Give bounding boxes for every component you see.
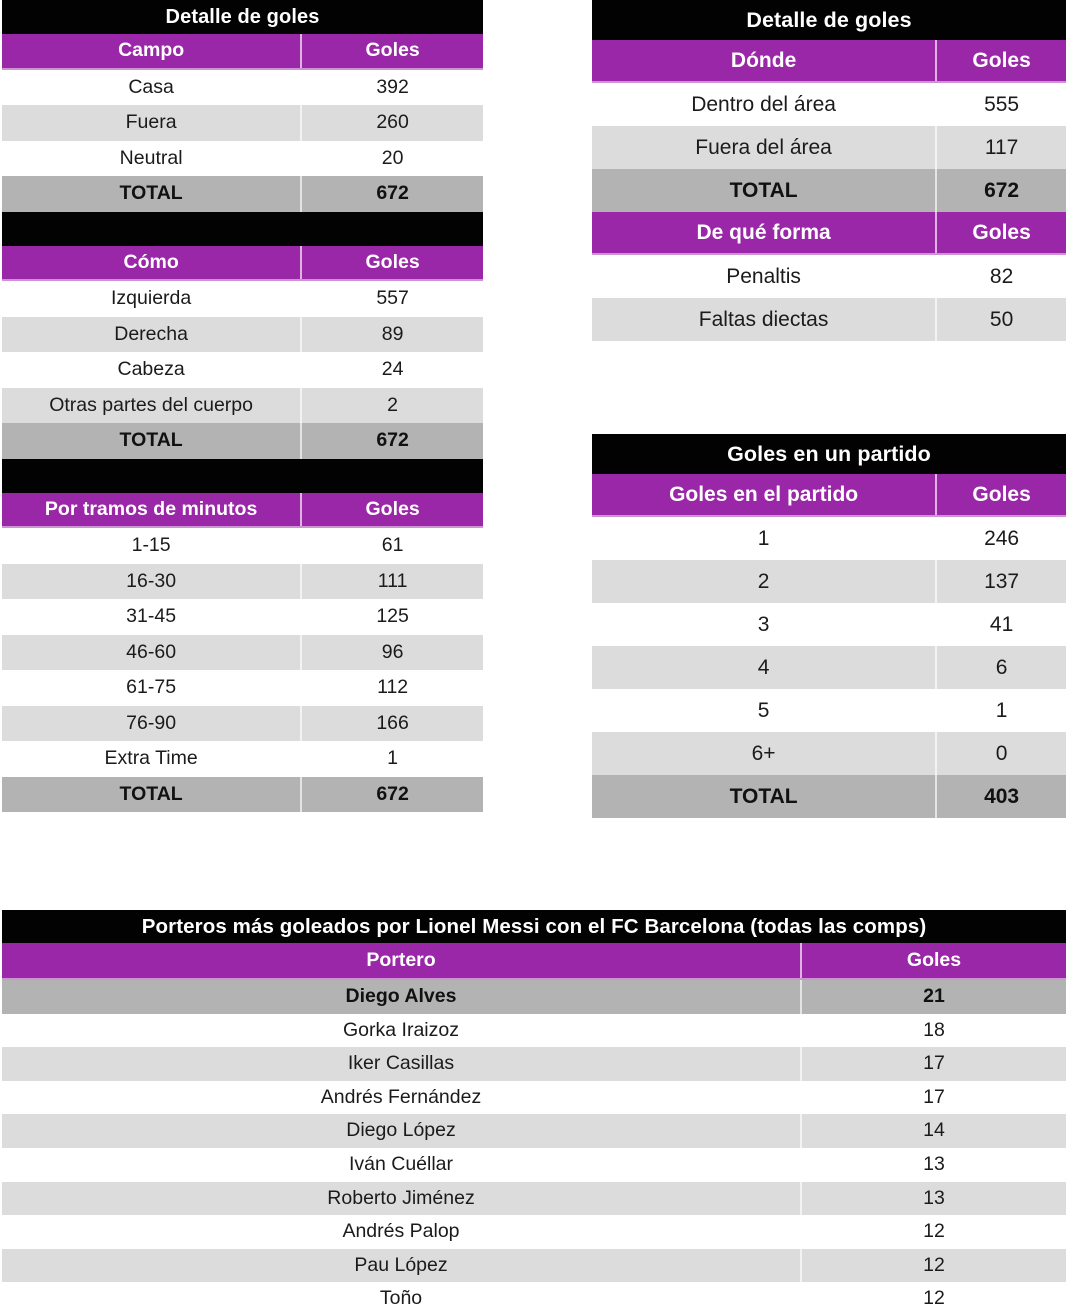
row-label: Diego López [346, 1119, 456, 1142]
row-label: 3 [757, 612, 770, 636]
row-value: 117 [935, 126, 1066, 169]
column-header-row [592, 40, 1066, 83]
row-label: Izquierda [111, 287, 192, 310]
row-label: Cabeza [117, 358, 185, 381]
row-label: Derecha [114, 322, 188, 345]
row-label: TOTAL [119, 782, 183, 805]
row-label: Iván Cuéllar [348, 1153, 454, 1176]
como-table [2, 246, 483, 459]
row-label: Fuera [125, 111, 177, 134]
table-row [2, 1215, 1066, 1249]
table-title-bar: Porteros más goleados por Lionel Messi con el FC Barcelona (todas las comps) [2, 910, 1066, 943]
row-label: 46-60 [126, 640, 177, 663]
row-value: 555 [935, 83, 1066, 126]
column-header: Dónde [730, 48, 797, 72]
row-value: 50 [935, 298, 1066, 341]
column-header: Goles [800, 943, 1066, 978]
table-row [592, 646, 1066, 689]
column-header: Goles [300, 493, 483, 527]
row-label: Andrés Fernández [320, 1085, 482, 1108]
row-label: 61-75 [126, 676, 177, 699]
row-value: 14 [800, 1114, 1066, 1148]
row-value: 557 [300, 281, 483, 317]
table-row [2, 741, 483, 777]
row-value: 20 [300, 141, 483, 177]
table-row [2, 388, 483, 424]
row-label: 2 [757, 569, 770, 593]
column-header-row [592, 212, 1066, 255]
goalkeepers-table [2, 910, 1066, 1316]
row-label: 4 [757, 655, 770, 679]
table-row [2, 352, 483, 388]
row-label: Toño [379, 1287, 423, 1310]
row-label: TOTAL [119, 182, 183, 205]
minutos-table [2, 493, 483, 813]
row-value: 166 [300, 706, 483, 742]
column-header-row [592, 474, 1066, 517]
table-row [2, 1047, 1066, 1081]
table-row [2, 317, 483, 353]
table-row [2, 105, 483, 141]
table-row [2, 141, 483, 177]
row-label: Roberto Jiménez [327, 1186, 475, 1209]
row-value: 246 [935, 517, 1066, 560]
row-label: Extra Time [104, 747, 198, 770]
row-label: 5 [757, 698, 770, 722]
row-value: 403 [935, 775, 1066, 818]
row-value: 672 [935, 169, 1066, 212]
row-label: 76-90 [126, 711, 177, 734]
table-row [2, 1014, 1066, 1048]
row-value: 6 [935, 646, 1066, 689]
row-value: 17 [800, 1081, 1066, 1115]
goal-detail-right-tables [592, 0, 1066, 341]
table-row [592, 603, 1066, 646]
row-label: Iker Casillas [347, 1052, 455, 1075]
column-header: Portero [366, 948, 436, 971]
row-value: 1 [935, 689, 1066, 732]
table-row [2, 528, 483, 564]
row-label: TOTAL [119, 429, 183, 452]
column-header: Por tramos de minutos [44, 497, 258, 520]
row-label: Neutral [119, 146, 183, 169]
row-value: 111 [300, 564, 483, 600]
column-header: Campo [118, 39, 185, 62]
row-label: TOTAL [729, 784, 798, 808]
table-row [2, 1182, 1066, 1216]
row-value: 672 [300, 423, 483, 459]
row-value: 2 [300, 388, 483, 424]
table-row [2, 670, 483, 706]
row-label: Otras partes del cuerpo [49, 393, 253, 416]
row-value: 12 [800, 1249, 1066, 1283]
black-divider-bar [2, 212, 483, 246]
row-label: 6+ [751, 741, 776, 765]
table-row [2, 70, 483, 106]
table-row [2, 281, 483, 317]
table-row [2, 1114, 1066, 1148]
row-value: 260 [300, 105, 483, 141]
porteros-table [2, 943, 1066, 1316]
column-header-row [2, 493, 483, 529]
table-row [592, 732, 1066, 775]
table-row [592, 517, 1066, 560]
table-row [2, 635, 483, 671]
row-label: 1-15 [131, 534, 171, 557]
row-value: 13 [800, 1148, 1066, 1182]
table-title-bar: Goles en un partido [592, 434, 1066, 474]
column-header: Cómo [123, 250, 179, 273]
row-label: Diego Alves [345, 985, 457, 1008]
table-row [2, 1148, 1066, 1182]
row-label: 1 [757, 526, 770, 550]
row-label: 16-30 [126, 569, 177, 592]
column-header: Goles en el partido [669, 482, 859, 506]
table-row [2, 1249, 1066, 1283]
campo-table [2, 34, 483, 212]
row-value: 21 [800, 980, 1066, 1014]
table-row [592, 298, 1066, 341]
row-value: 112 [300, 670, 483, 706]
row-value: 24 [300, 352, 483, 388]
row-label: Casa [128, 75, 174, 98]
row-label: 31-45 [126, 605, 177, 628]
table-row [592, 775, 1066, 818]
column-header: Goles [300, 246, 483, 280]
row-value: 17 [800, 1047, 1066, 1081]
column-header: Goles [935, 212, 1066, 253]
row-value: 125 [300, 599, 483, 635]
row-label: Penaltis [726, 264, 801, 288]
table-title-bar: Detalle de goles [2, 0, 483, 34]
column-header-row [2, 246, 483, 282]
row-label: Andrés Palop [342, 1220, 460, 1243]
table-row [592, 126, 1066, 169]
row-label: Pau López [354, 1253, 448, 1276]
table-row [592, 689, 1066, 732]
goles-partido-table [592, 474, 1066, 818]
column-header: De qué forma [696, 220, 831, 244]
table-row [2, 1282, 1066, 1316]
row-label: Gorka Iraizoz [343, 1018, 459, 1041]
column-header: Goles [935, 474, 1066, 515]
table-row [592, 169, 1066, 212]
column-header-row [2, 943, 1066, 980]
row-label: Dentro del área [691, 92, 836, 116]
row-value: 12 [800, 1215, 1066, 1249]
table-title-bar: Detalle de goles [592, 0, 1066, 40]
column-header-row [2, 34, 483, 70]
row-value: 137 [935, 560, 1066, 603]
row-value: 12 [800, 1282, 1066, 1316]
row-value: 672 [300, 176, 483, 212]
row-value: 61 [300, 528, 483, 564]
table-row [592, 255, 1066, 298]
row-label: TOTAL [729, 178, 798, 202]
row-label: Faltas diectas [698, 307, 829, 331]
table-row [592, 83, 1066, 126]
goal-detail-left-tables [2, 0, 483, 812]
column-header: Goles [300, 34, 483, 68]
table-row [2, 777, 483, 813]
table-row [2, 564, 483, 600]
table-row [592, 560, 1066, 603]
row-value: 96 [300, 635, 483, 671]
table-row [2, 1081, 1066, 1115]
row-value: 672 [300, 777, 483, 813]
row-value: 18 [800, 1014, 1066, 1048]
row-value: 13 [800, 1182, 1066, 1216]
row-value: 0 [935, 732, 1066, 775]
column-header: Goles [935, 40, 1066, 81]
table-row [2, 423, 483, 459]
table-row [2, 176, 483, 212]
row-value: 89 [300, 317, 483, 353]
row-value: 1 [300, 741, 483, 777]
goals-per-match-table [592, 434, 1066, 818]
black-divider-bar [2, 459, 483, 493]
row-label: Fuera del área [695, 135, 832, 159]
row-value: 82 [935, 255, 1066, 298]
table-row [2, 980, 1066, 1014]
table-row [2, 706, 483, 742]
row-value: 392 [300, 70, 483, 106]
forma-table [592, 212, 1066, 341]
table-row [2, 599, 483, 635]
row-value: 41 [935, 603, 1066, 646]
donde-table [592, 40, 1066, 212]
